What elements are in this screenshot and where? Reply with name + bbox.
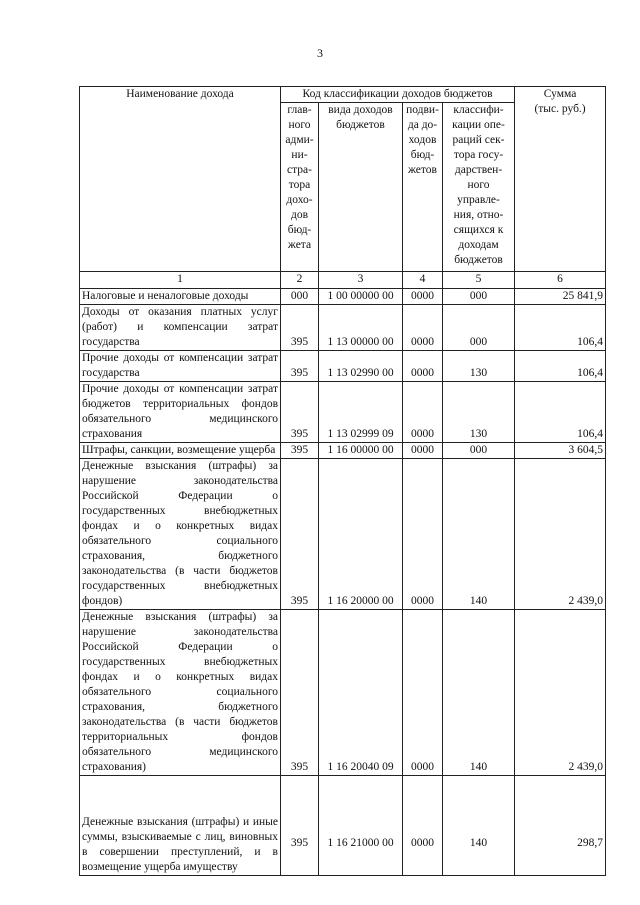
header-code-group: Код классификации доходов бюджетов bbox=[281, 87, 515, 103]
subtype-code: 0000 bbox=[403, 305, 443, 351]
header-type: вида доходов бюджетов bbox=[319, 103, 403, 272]
table-row bbox=[80, 382, 606, 443]
sum-value: 106,4 bbox=[515, 351, 606, 382]
header-subtype: подви- да до- ходов бюд- жетов bbox=[403, 103, 443, 272]
kosgu-code: 000 bbox=[443, 289, 515, 305]
header-kosgu: классифи- кации опе- раций сек- тора госу- дарствен- ного управле- ния, отно- сящихся к доходам бюджетов bbox=[443, 103, 515, 272]
subtype-code: 0000 bbox=[403, 289, 443, 305]
revenue-table bbox=[79, 86, 606, 876]
subtype-code: 0000 bbox=[403, 351, 443, 382]
subtype-code: 0000 bbox=[403, 459, 443, 610]
revenue-type-code: 1 16 20040 09 bbox=[319, 610, 403, 776]
sum-value: 298,7 bbox=[515, 776, 606, 876]
admin-code: 395 bbox=[281, 776, 319, 876]
column-number: 6 bbox=[515, 272, 606, 289]
revenue-name: Налоговые и неналоговые доходы bbox=[80, 289, 281, 305]
kosgu-code: 140 bbox=[443, 459, 515, 610]
revenue-type-code: 1 16 20000 00 bbox=[319, 459, 403, 610]
header-admin: глав- ного адми- ни- стра- тора дохо- дов бюд- жета bbox=[281, 103, 319, 272]
revenue-name: Денежные взыскания (штрафы) за нарушение законодательства Российской Федерации о государственных внебюджетных фондах и о конкретных видах обязательного социального страхования, бюджетного законодательства (в части бюджетов государственных внебюджетных фондов) bbox=[80, 459, 281, 610]
column-number: 1 bbox=[80, 272, 281, 289]
kosgu-code: 000 bbox=[443, 305, 515, 351]
column-number: 5 bbox=[443, 272, 515, 289]
table-row bbox=[80, 351, 606, 382]
table-row bbox=[80, 305, 606, 351]
table-row bbox=[80, 459, 606, 610]
revenue-type-code: 1 13 00000 00 bbox=[319, 305, 403, 351]
kosgu-code: 140 bbox=[443, 610, 515, 776]
subtype-code: 0000 bbox=[403, 382, 443, 443]
subtype-code: 0000 bbox=[403, 776, 443, 876]
sum-value: 3 604,5 bbox=[515, 443, 606, 459]
kosgu-code: 130 bbox=[443, 382, 515, 443]
column-numbers-row bbox=[80, 272, 606, 289]
revenue-type-code: 1 13 02999 09 bbox=[319, 382, 403, 443]
kosgu-code: 130 bbox=[443, 351, 515, 382]
subtype-code: 0000 bbox=[403, 610, 443, 776]
revenue-type-code: 1 00 00000 00 bbox=[319, 289, 403, 305]
revenue-name: Денежные взыскания (штрафы) за нарушение законодательства Российской Федерации о государственных внебюджетных фондах и о конкретных видах обязательного социального страхования, бюджетного законодательства (в части бюджетов территориальных фондов обязательного медицинского страхования) bbox=[80, 610, 281, 776]
table-row bbox=[80, 610, 606, 776]
sum-value: 2 439,0 bbox=[515, 459, 606, 610]
table-row bbox=[80, 776, 606, 876]
revenue-name: Прочие доходы от компенсации затрат бюджетов территориальных фондов обязательного медицинского страхования bbox=[80, 382, 281, 443]
sum-value: 25 841,9 bbox=[515, 289, 606, 305]
header-name: Наименование дохода bbox=[80, 87, 281, 272]
table-row bbox=[80, 443, 606, 459]
sum-value: 2 439,0 bbox=[515, 610, 606, 776]
sum-value: 106,4 bbox=[515, 305, 606, 351]
revenue-name: Штрафы, санкции, возмещение ущерба bbox=[80, 443, 281, 459]
sum-value: 106,4 bbox=[515, 382, 606, 443]
column-number: 3 bbox=[319, 272, 403, 289]
admin-code: 395 bbox=[281, 305, 319, 351]
table-row bbox=[80, 289, 606, 305]
subtype-code: 0000 bbox=[403, 443, 443, 459]
column-number: 2 bbox=[281, 272, 319, 289]
kosgu-code: 140 bbox=[443, 776, 515, 876]
revenue-name: Денежные взыскания (штрафы) и иные суммы, взыскиваемые с лиц, виновных в совершении преступлений, и в возмещение ущерба имуществу bbox=[80, 776, 281, 876]
column-number: 4 bbox=[403, 272, 443, 289]
revenue-name: Прочие доходы от компенсации затрат государства bbox=[80, 351, 281, 382]
revenue-type-code: 1 13 02990 00 bbox=[319, 351, 403, 382]
admin-code: 395 bbox=[281, 443, 319, 459]
revenue-type-code: 1 16 21000 00 bbox=[319, 776, 403, 876]
header-sum: Сумма (тыс. руб.) bbox=[515, 87, 606, 272]
admin-code: 395 bbox=[281, 351, 319, 382]
header-row bbox=[80, 87, 606, 103]
admin-code: 000 bbox=[281, 289, 319, 305]
page-number: 3 bbox=[317, 46, 323, 60]
admin-code: 395 bbox=[281, 610, 319, 776]
kosgu-code: 000 bbox=[443, 443, 515, 459]
revenue-name: Доходы от оказания платных услуг (работ) и компенсации затрат государства bbox=[80, 305, 281, 351]
admin-code: 395 bbox=[281, 382, 319, 443]
revenue-type-code: 1 16 00000 00 bbox=[319, 443, 403, 459]
admin-code: 395 bbox=[281, 459, 319, 610]
